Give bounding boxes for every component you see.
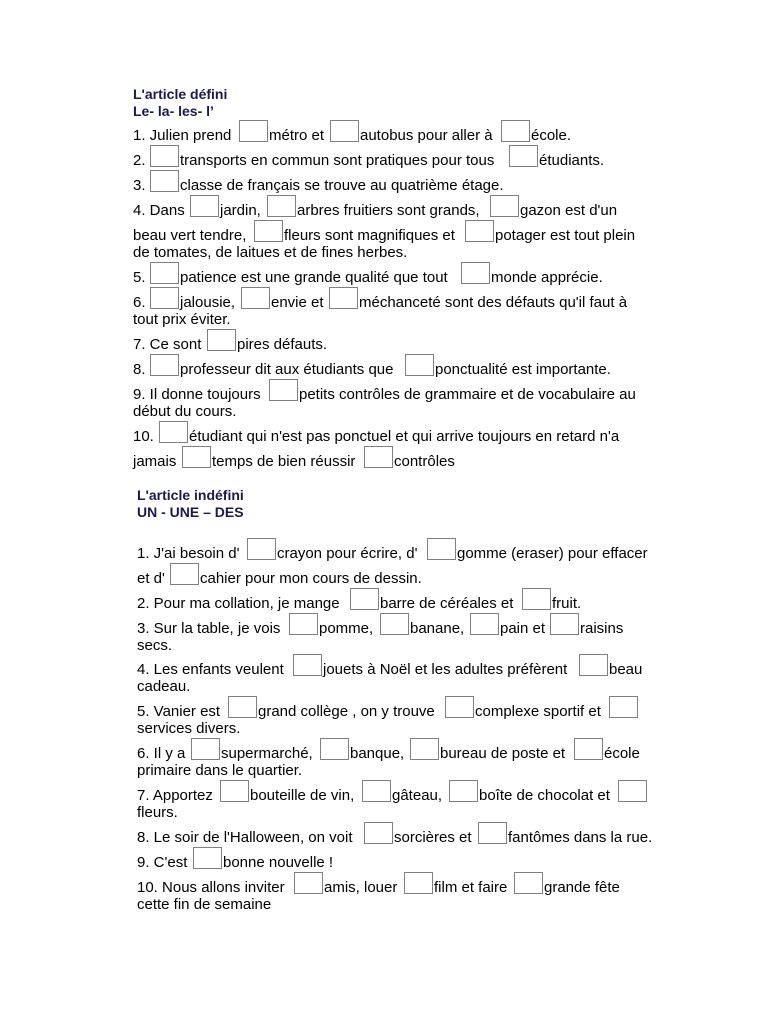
text-segment: 9. C'est bbox=[137, 854, 188, 871]
text-segment: beau vert tendre, bbox=[133, 227, 247, 244]
text-segment: étudiants. bbox=[539, 152, 605, 169]
text-segment: bouteille de vin, bbox=[250, 787, 355, 804]
text-segment: contrôles bbox=[394, 453, 455, 470]
answer-box[interactable] bbox=[427, 538, 456, 560]
answer-box[interactable] bbox=[247, 538, 276, 560]
answer-box[interactable] bbox=[289, 613, 318, 635]
text-segment: fruit. bbox=[552, 595, 582, 612]
answer-box[interactable] bbox=[228, 696, 257, 718]
text-segment: grand collège , on y trouve bbox=[258, 703, 435, 720]
text-segment: bureau de poste et bbox=[440, 745, 566, 762]
answer-box[interactable] bbox=[150, 145, 179, 167]
text-segment: 7. Apportez bbox=[137, 787, 213, 804]
answer-box[interactable] bbox=[574, 738, 603, 760]
text-segment: 5. bbox=[133, 269, 146, 286]
answer-box[interactable] bbox=[618, 780, 647, 802]
answer-box[interactable] bbox=[449, 780, 478, 802]
answer-box[interactable] bbox=[254, 220, 283, 242]
text-segment: petits contrôles de grammaire et de vocabulaire au bbox=[299, 386, 636, 403]
answer-box[interactable] bbox=[609, 696, 638, 718]
text-segment: amis, louer bbox=[324, 879, 398, 896]
text-segment: jardin, bbox=[220, 202, 261, 219]
text-segment: pomme, bbox=[319, 620, 374, 637]
text-segment: fleurs. bbox=[137, 804, 178, 821]
answer-box[interactable] bbox=[364, 446, 393, 468]
text-segment: 1. J'ai besoin d' bbox=[137, 545, 240, 562]
text-segment: école. bbox=[531, 127, 572, 144]
text-segment: 10. Nous allons inviter bbox=[137, 879, 285, 896]
text-segment: gomme (eraser) pour effacer bbox=[457, 545, 648, 562]
text-segment: envie et bbox=[271, 294, 324, 311]
answer-box[interactable] bbox=[330, 120, 359, 142]
answer-box[interactable] bbox=[410, 738, 439, 760]
text-segment: pires défauts. bbox=[237, 336, 328, 353]
text-segment: arbres fruitiers sont grands, bbox=[297, 202, 480, 219]
section-title-defini: L'article défini bbox=[133, 86, 228, 102]
text-segment: 8. Le soir de l'Halloween, on voit bbox=[137, 829, 353, 846]
text-segment: 3. bbox=[133, 177, 146, 194]
answer-box[interactable] bbox=[191, 738, 220, 760]
text-segment: cadeau. bbox=[137, 678, 191, 695]
section-title-indefini: L'article indéfini bbox=[137, 487, 244, 503]
text-segment: 10. bbox=[133, 428, 154, 445]
text-segment: grande fête bbox=[544, 879, 620, 896]
section-subtitle-defini: Le- la- les- l’ bbox=[133, 103, 214, 119]
text-segment: bonne nouvelle ! bbox=[223, 854, 334, 871]
text-segment: banane, bbox=[410, 620, 465, 637]
answer-box[interactable] bbox=[150, 170, 179, 192]
text-segment: services divers. bbox=[137, 720, 241, 737]
text-segment: début du cours. bbox=[133, 403, 237, 420]
text-segment: primaire dans le quartier. bbox=[137, 762, 303, 779]
text-segment: 6. Il y a bbox=[137, 745, 186, 762]
text-segment: gazon est d'un bbox=[520, 202, 618, 219]
answer-box[interactable] bbox=[514, 872, 543, 894]
answer-box[interactable] bbox=[150, 287, 179, 309]
text-segment: fantômes dans la rue. bbox=[508, 829, 653, 846]
answer-box[interactable] bbox=[207, 329, 236, 351]
text-segment: 6. bbox=[133, 294, 146, 311]
text-segment: temps de bien réussir bbox=[212, 453, 356, 470]
answer-box[interactable] bbox=[329, 287, 358, 309]
text-segment: métro et bbox=[269, 127, 325, 144]
answer-box[interactable] bbox=[182, 446, 211, 468]
answer-box[interactable] bbox=[241, 287, 270, 309]
answer-box[interactable] bbox=[490, 195, 519, 217]
text-segment: 3. Sur la table, je vois bbox=[137, 620, 281, 637]
text-segment: beau bbox=[609, 661, 643, 678]
answer-box[interactable] bbox=[320, 738, 349, 760]
answer-box[interactable] bbox=[267, 195, 296, 217]
answer-box[interactable] bbox=[193, 847, 222, 869]
answer-box[interactable] bbox=[465, 220, 494, 242]
text-segment: secs. bbox=[137, 637, 173, 654]
text-segment: ponctualité est importante. bbox=[435, 361, 611, 378]
answer-box[interactable] bbox=[380, 613, 409, 635]
text-segment: et d' bbox=[137, 570, 165, 587]
text-segment: crayon pour écrire, d' bbox=[277, 545, 418, 562]
text-segment: 2. bbox=[133, 152, 146, 169]
answer-box[interactable] bbox=[364, 822, 393, 844]
text-segment: fleurs sont magnifiques et bbox=[284, 227, 455, 244]
answer-box[interactable] bbox=[362, 780, 391, 802]
answer-box[interactable] bbox=[501, 120, 530, 142]
answer-box[interactable] bbox=[550, 613, 579, 635]
text-segment: boîte de chocolat et bbox=[479, 787, 610, 804]
text-segment: 1. Julien prend bbox=[133, 127, 232, 144]
section-subtitle-indefini: UN - UNE – DES bbox=[137, 504, 244, 520]
text-segment: jalousie, bbox=[180, 294, 236, 311]
answer-box[interactable] bbox=[461, 262, 490, 284]
answer-box[interactable] bbox=[190, 195, 219, 217]
text-segment: complexe sportif et bbox=[475, 703, 601, 720]
text-segment: banque, bbox=[350, 745, 405, 762]
answer-box[interactable] bbox=[170, 563, 199, 585]
text-segment: 2. Pour ma collation, je mange bbox=[137, 595, 340, 612]
answer-box[interactable] bbox=[522, 588, 551, 610]
text-segment: cette fin de semaine bbox=[137, 896, 272, 913]
answer-box[interactable] bbox=[159, 421, 188, 443]
answer-box[interactable] bbox=[150, 262, 179, 284]
text-segment: gâteau, bbox=[392, 787, 443, 804]
text-segment: 9. Il donne toujours bbox=[133, 386, 261, 403]
answer-box[interactable] bbox=[405, 354, 434, 376]
answer-box[interactable] bbox=[478, 822, 507, 844]
text-segment: barre de céréales et bbox=[380, 595, 514, 612]
text-segment: méchanceté sont des défauts qu'il faut à bbox=[359, 294, 628, 311]
answer-box[interactable] bbox=[239, 120, 268, 142]
text-segment: supermarché, bbox=[221, 745, 313, 762]
text-segment: école bbox=[604, 745, 640, 762]
text-segment: 7. Ce sont bbox=[133, 336, 202, 353]
text-segment: 5. Vanier est bbox=[137, 703, 221, 720]
text-segment: 4. Les enfants veulent bbox=[137, 661, 284, 678]
text-segment: 8. bbox=[133, 361, 146, 378]
text-segment: étudiant qui n'est pas ponctuel et qui arrive toujours en retard n'a bbox=[189, 428, 620, 445]
text-segment: patience est une grande qualité que tout bbox=[180, 269, 448, 286]
answer-box[interactable] bbox=[579, 654, 608, 676]
text-segment: potager est tout plein bbox=[495, 227, 636, 244]
text-segment: jouets à Noël et les adultes préfèrent bbox=[323, 661, 568, 678]
answer-box[interactable] bbox=[445, 696, 474, 718]
answer-box[interactable] bbox=[220, 780, 249, 802]
text-segment: de tomates, de laitues et de fines herbes. bbox=[133, 244, 408, 261]
text-segment: cahier pour mon cours de dessin. bbox=[200, 570, 422, 587]
text-segment: pain et bbox=[500, 620, 546, 637]
answer-box[interactable] bbox=[404, 872, 433, 894]
text-segment: autobus pour aller à bbox=[360, 127, 493, 144]
answer-box[interactable] bbox=[470, 613, 499, 635]
answer-box[interactable] bbox=[294, 872, 323, 894]
answer-box[interactable] bbox=[293, 654, 322, 676]
text-segment: raisins bbox=[580, 620, 624, 637]
answer-box[interactable] bbox=[269, 379, 298, 401]
answer-box[interactable] bbox=[350, 588, 379, 610]
text-segment: classe de français se trouve au quatrième étage. bbox=[180, 177, 504, 194]
text-segment: sorcières et bbox=[394, 829, 472, 846]
text-segment: transports en commun sont pratiques pour tous bbox=[180, 152, 495, 169]
text-segment: film et faire bbox=[434, 879, 508, 896]
text-segment: tout prix éviter. bbox=[133, 311, 231, 328]
text-segment: 4. Dans bbox=[133, 202, 185, 219]
text-segment: jamais bbox=[133, 453, 177, 470]
text-segment: professeur dit aux étudiants que bbox=[180, 361, 394, 378]
text-segment: monde apprécie. bbox=[491, 269, 603, 286]
answer-box[interactable] bbox=[509, 145, 538, 167]
answer-box[interactable] bbox=[150, 354, 179, 376]
